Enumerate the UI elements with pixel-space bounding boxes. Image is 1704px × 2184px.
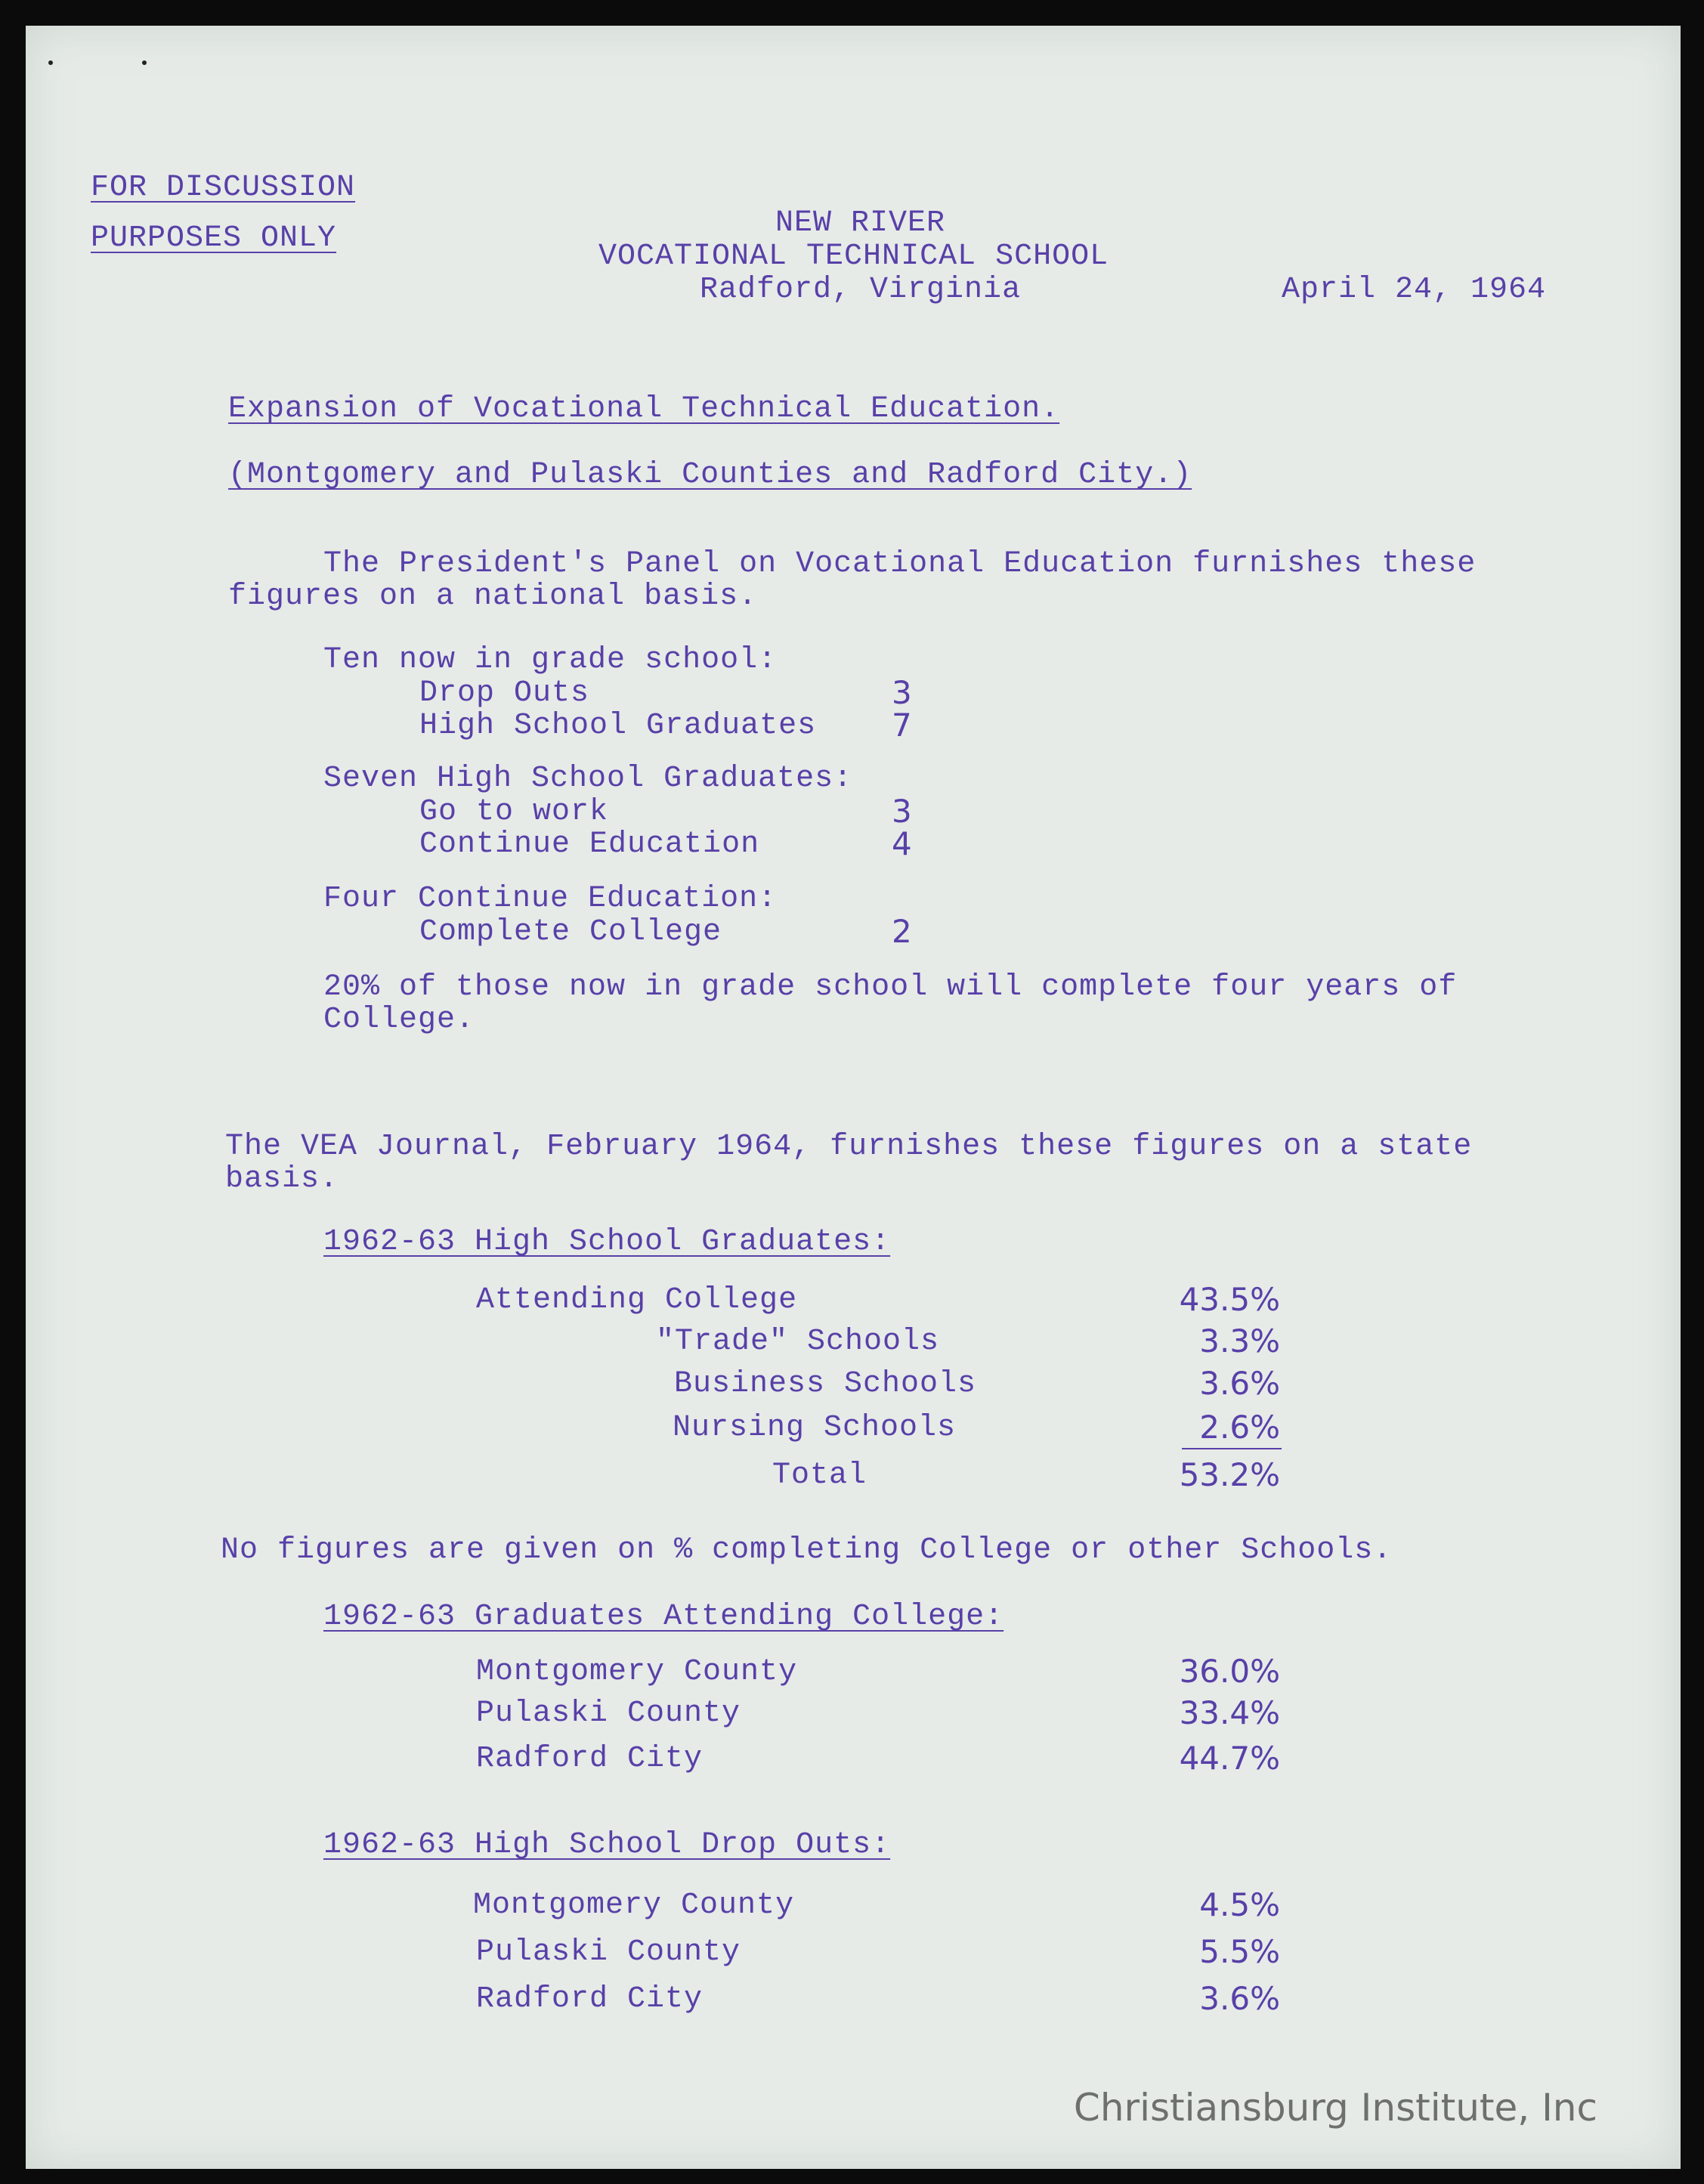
page-speck [48, 60, 53, 65]
graduates-row-label: Nursing Schools [673, 1411, 957, 1445]
graduates-row-label: "Trade" Schools [656, 1325, 940, 1359]
college-row-label: Pulaski County [476, 1697, 741, 1731]
group2-heading: Seven High School Graduates: [323, 762, 853, 796]
dropouts-heading: 1962-63 High School Drop Outs: [323, 1828, 891, 1862]
graduates-row-label: Attending College [476, 1283, 798, 1317]
document-date: April 24, 1964 [1282, 273, 1547, 307]
national-intro-line1: The President's Panel on Vocational Education furnishes these [323, 547, 1477, 581]
college-row-value: 44.7% [1179, 1740, 1280, 1777]
national-intro-line2: figures on a national basis. [228, 580, 758, 614]
group2-item-value: 4 [892, 825, 912, 862]
group3-heading: Four Continue Education: [323, 882, 778, 916]
group1-item-value: 3 [892, 674, 912, 711]
total-rule [1182, 1448, 1282, 1449]
college-row-value: 33.4% [1179, 1694, 1280, 1731]
dropouts-row-value: 3.6% [1199, 1980, 1280, 2017]
page-speck [142, 60, 147, 65]
graduates-row-value: 2.6% [1199, 1409, 1280, 1446]
document-page [26, 26, 1681, 2169]
group2-item-value: 3 [892, 793, 912, 830]
group1-item-label: Drop Outs [419, 676, 590, 710]
group1-heading: Ten now in grade school: [323, 643, 778, 677]
graduates-row-value: 3.3% [1199, 1322, 1280, 1360]
graduates-row-label: Business Schools [674, 1367, 977, 1401]
org-name-line2: VOCATIONAL TECHNICAL SCHOOL [598, 240, 1109, 274]
college-row-value: 36.0% [1179, 1653, 1280, 1690]
national-summary-line2: College. [323, 1003, 475, 1037]
archive-watermark: Christiansburg Institute, Inc [1073, 2086, 1597, 2130]
graduates-total-value: 53.2% [1179, 1456, 1280, 1493]
graduates-total-label: Total [772, 1459, 867, 1493]
group3-item-label: Complete College [419, 915, 722, 949]
graduates-row-value: 43.5% [1179, 1281, 1280, 1318]
state-intro-line2: basis. [225, 1162, 339, 1196]
graduates-heading: 1962-63 High School Graduates: [323, 1225, 891, 1259]
group2-item-label: Go to work [419, 795, 609, 829]
org-name-line1: NEW RIVER [775, 206, 946, 240]
document-title: Expansion of Vocational Technical Education. [228, 392, 1060, 426]
national-summary-line1: 20% of those now in grade school will complete four years of [323, 970, 1458, 1004]
document-subtitle: (Montgomery and Pulaski Counties and Radford City.) [228, 458, 1192, 492]
dropouts-row-value: 5.5% [1199, 1933, 1280, 1970]
dropouts-row-value: 4.5% [1199, 1886, 1280, 1923]
org-location: Radford, Virginia [700, 273, 1022, 307]
graduates-row-value: 3.6% [1199, 1365, 1280, 1402]
state-note: No figures are given on % completing College or other Schools. [221, 1533, 1393, 1567]
state-intro-line1: The VEA Journal, February 1964, furnishes these figures on a state [225, 1130, 1473, 1164]
group1-item-value: 7 [892, 707, 912, 744]
college-row-label: Montgomery County [476, 1655, 798, 1689]
college-row-label: Radford City [476, 1742, 704, 1776]
group1-item-label: High School Graduates [419, 709, 817, 743]
discussion-label-line2: PURPOSES ONLY [91, 221, 337, 255]
college-heading: 1962-63 Graduates Attending College: [323, 1600, 1004, 1634]
dropouts-row-label: Radford City [476, 1982, 704, 2016]
group2-item-label: Continue Education [419, 828, 760, 862]
dropouts-row-label: Pulaski County [476, 1935, 741, 1969]
dropouts-row-label: Montgomery County [473, 1889, 795, 1923]
group3-item-value: 2 [892, 913, 912, 950]
discussion-label-line1: FOR DISCUSSION [91, 171, 356, 205]
